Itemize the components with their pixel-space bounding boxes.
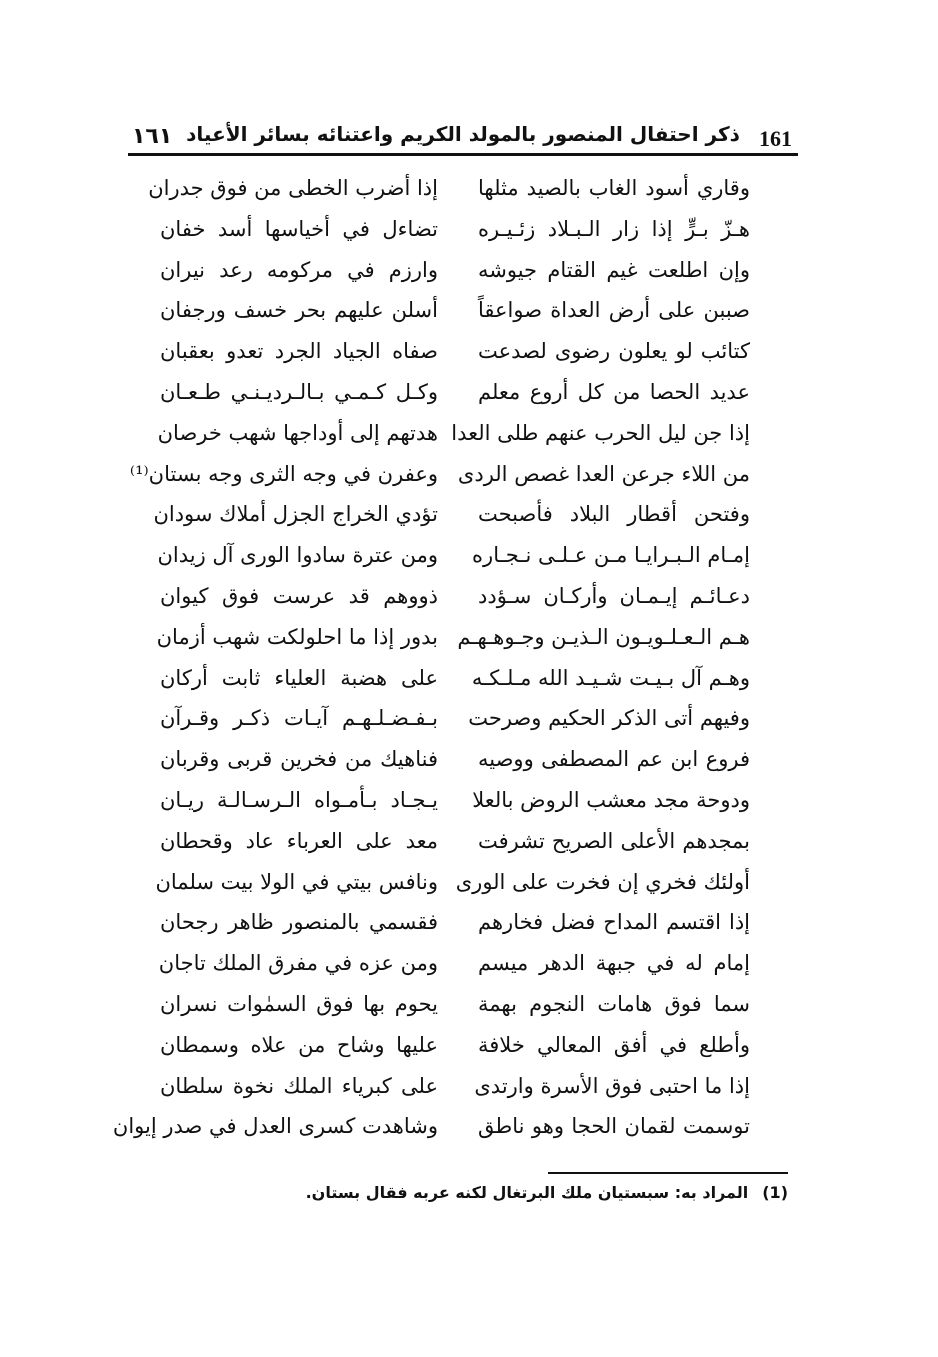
verse-second-hemistich: إذا أضرب الخطى من فوق جدران [148,176,438,200]
verse-first-hemistich: سما فوق هامات النجوم بهمة [478,991,750,1016]
poem-column-right [451,168,750,1147]
verse-first-hemistich: توسمت لقمان الحجا وهو ناطق [478,1114,750,1139]
verse-first-hemistich: صببن على أرض العداة صواعقاً [478,298,750,323]
verse-second-hemistich: ونافس بيتي في الولا بيت سلمان [155,869,438,894]
verse-first-hemistich: بمجدهم الأعلى الصريح تشرفت [478,828,750,853]
verse-first-hemistich: إذا ما احتبى فوق الأسرة وارتدى [474,1073,750,1098]
verse-first-hemistich: فروع ابن عم المصطفى ووصيه [478,747,750,772]
page-number-arabic: ١٦١ [132,124,173,149]
page-number-latin: 161 [759,126,792,151]
verse-first-hemistich: إمام له في جبهة الدهر ميسم [478,951,750,976]
verse-second-hemistich: معد على العرباء عاد وقحطان [160,828,438,853]
verse-second-hemistich: ذووهم قد عرست فوق كيوان [160,583,438,608]
verse-second-hemistich: عليها وشاح من علاه وسمطان [160,1032,438,1057]
verse-first-hemistich: من اللاء جرعن العدا غصص الردى [457,461,750,486]
verse-first-hemistich: وإن اطلعت غيم القتام جيوشه [478,257,750,282]
footnote-text: المراد به: سبستيان ملك البرتغال لكنه عربه فقال بستان. [305,1183,749,1202]
verse-first-hemistich: وهـم آل بـيـت شـيـد الله مـلـكـه [471,665,750,690]
verse-first-hemistich: ودوحة مجد معشب الروض بالعلا [472,787,750,812]
verse-second-hemistich: وعفرن في وجه الثرى وجه بستان⁽¹⁾ [129,461,438,486]
verse-second-hemistich: فقسمي بالمنصور ظاهر رجحان [160,910,438,935]
verse-second-hemistich: تؤدي الخراج الجزل أملاك سودان [153,502,438,527]
verse-second-hemistich: على هضبة العلياء ثابت أركان [160,665,438,690]
verse-second-hemistich: على كبرياء الملك نخوة سلطان [160,1073,438,1098]
footnote [306,1183,788,1202]
verse-first-hemistich: أولئك فخري إن فخرت على الورى [455,869,750,894]
verse-second-hemistich: يـجـاد بـأمـواه الـرسـالـة ريـان [160,787,438,812]
verse-second-hemistich: ومن عترة سادوا الورى آل زيدان [157,543,438,568]
verse-first-hemistich: وفتحن أقطار البلاد فأصبحت [478,502,750,527]
verse-first-hemistich: إمـام الـبـرايـا مـن عـلـى نـجـاره [472,543,750,568]
verse-first-hemistich: وفيهم أتى الذكر الحكيم وصرحت [468,706,750,731]
verse-first-hemistich: كتائب لو يعلون رضوى لصدعت [478,339,750,364]
verse-second-hemistich: يحوم بها فوق السمٰوات نسران [160,991,438,1016]
page-header [128,112,798,156]
verse-second-hemistich: تضاءل في أخياسها أسد خفان [160,216,438,241]
verse-second-hemistich: بدور إذا ما احلولكت شهب أزمان [156,624,438,649]
verse-first-hemistich: إذا اقتسم المداح فضل فخارهم [478,910,750,935]
verse-second-hemistich: أسلن عليهم بحر خسف ورجفان [160,298,438,323]
verse-second-hemistich: هدتهم إلى أوداجها شهب خرصان [157,420,438,445]
verse-first-hemistich: دعـائـم إيـمـان وأركـان سـؤدد [478,583,750,608]
poem-column-left [112,168,438,1147]
verse-first-hemistich: هـم الـعـلـويـون الـذيـن وجـوهـهـم [457,624,750,649]
verse-second-hemistich: ومن عزه في مفرق الملك تاجان [158,951,438,976]
verse-second-hemistich: صفاه الجياد الجرد تعدو بعقبان [160,339,438,364]
verse-first-hemistich: إذا جن ليل الحرب عنهم طلى العدا [451,420,750,445]
running-title: ذكر احتفال المنصور بالمولد الكريم واعتنائه بسائر الأعياد [186,122,740,146]
header-rule [128,153,798,156]
verse-second-hemistich: وشاهدت كسرى العدل في صدر إيوان [112,1114,438,1139]
verse-second-hemistich: فناهيك من فخرين قربى وقربان [160,747,438,772]
verse-second-hemistich: وارزم في مركومه رعد نيران [160,257,438,282]
footnote-marker: (1) [762,1183,788,1202]
verse-first-hemistich: عديد الحصا من كل أروع معلم [478,379,750,404]
verse-second-hemistich: بـفـضـلـهـم آيـات ذكـر وقـرآن [160,706,438,731]
verse-second-hemistich: وكـل كـمـي بـالـرديـنـي طـعـان [160,379,438,404]
verse-first-hemistich: وأطلع في أفق المعالي خلافة [478,1032,750,1057]
verse-first-hemistich: وقاري أسود الغاب بالصيد مثلها [478,176,750,200]
verse-first-hemistich: هـزّ بـرٍّ إذا زار الـبـلاد زئـيـره [478,216,750,241]
footnote-rule [548,1172,788,1174]
